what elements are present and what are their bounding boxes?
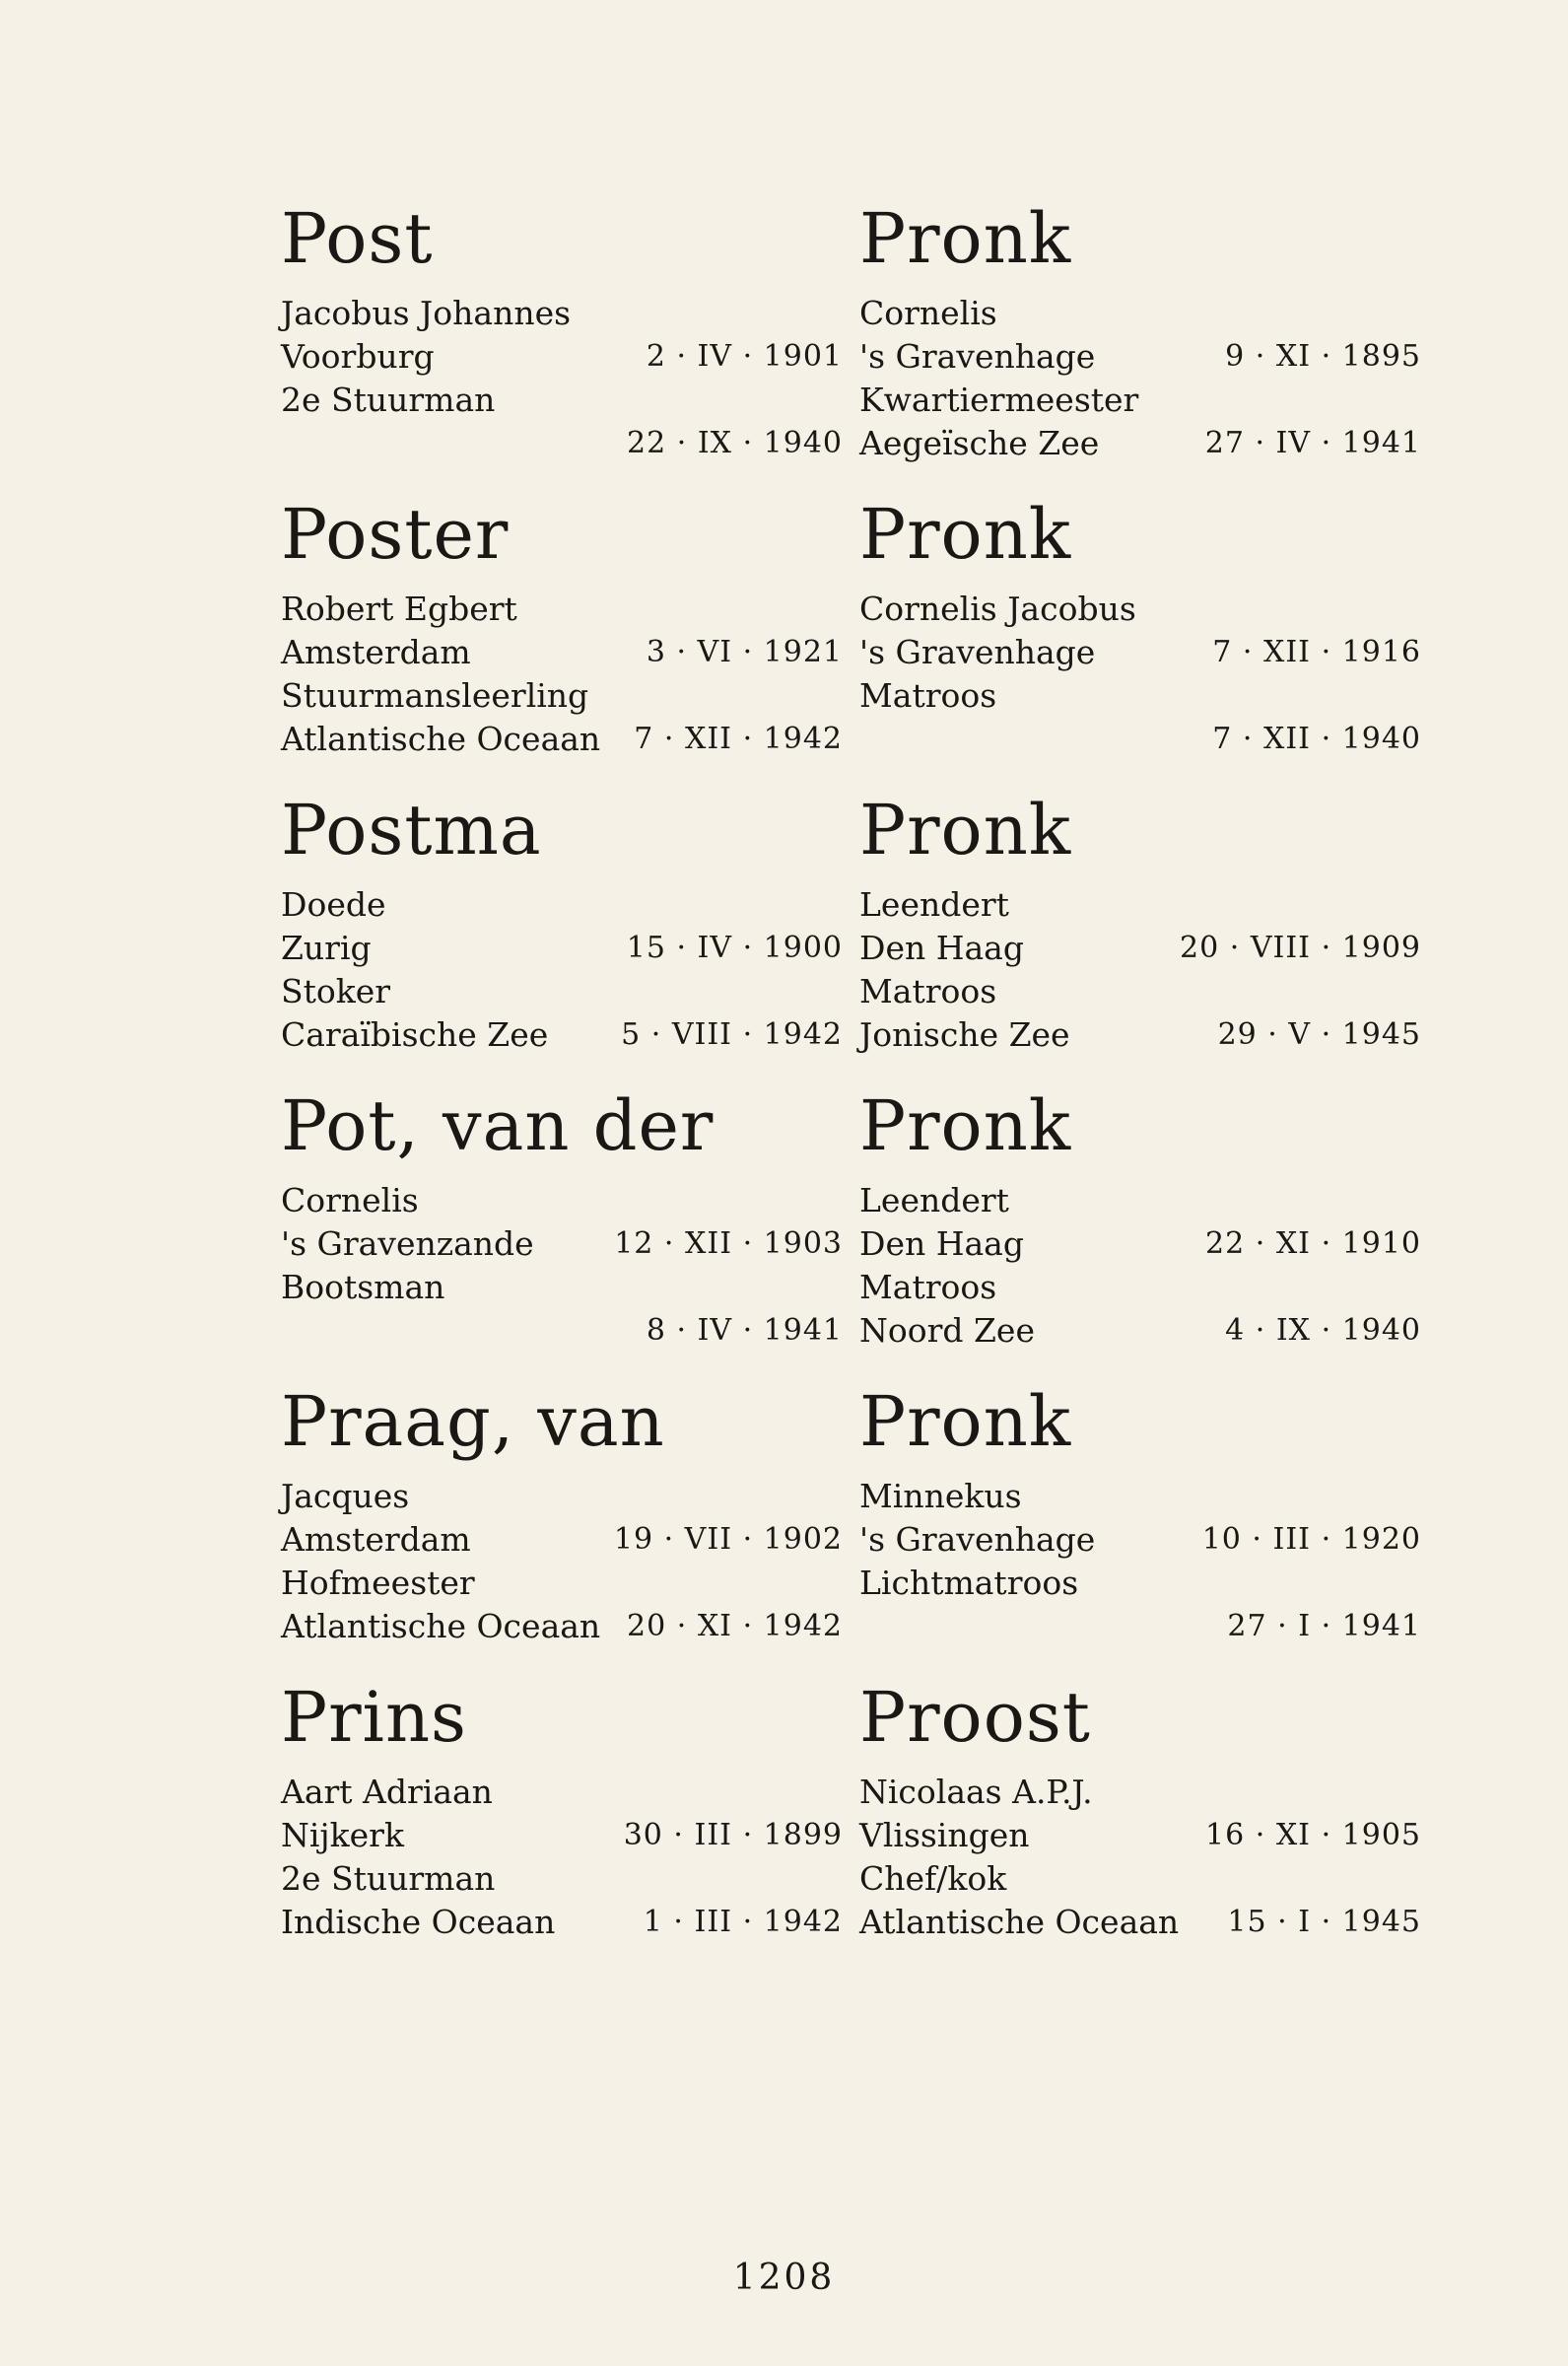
first-names: Leendert — [859, 885, 1009, 924]
surname: Pronk — [859, 198, 1072, 279]
rank: Matroos — [859, 972, 997, 1010]
death-date: 1 · III · 1942 — [643, 1905, 843, 1939]
death-date: 8 · IV · 1941 — [646, 1313, 843, 1348]
entry-proost — [859, 1676, 1421, 1944]
place-of-death: Noord Zee — [859, 1311, 1035, 1350]
entry-pronk-2 — [859, 493, 1421, 761]
death-date: 20 · XI · 1942 — [627, 1609, 843, 1643]
place-of-death: Aegeïsche Zee — [859, 424, 1100, 462]
birth-date: 22 · XI · 1910 — [1205, 1226, 1421, 1261]
surname: Poster — [281, 494, 510, 575]
place-of-death: Atlantische Oceaan — [281, 1607, 601, 1645]
birthplace: Den Haag — [859, 929, 1024, 967]
place-of-death: Caraïbische Zee — [281, 1015, 549, 1054]
birthplace: 's Gravenhage — [859, 1520, 1096, 1559]
first-names: Doede — [281, 885, 386, 924]
death-date: 27 · I · 1941 — [1227, 1609, 1421, 1643]
first-names: Aart Adriaan — [281, 1773, 493, 1811]
death-date: 7 · XII · 1942 — [634, 722, 843, 756]
death-date: 22 · IX · 1940 — [627, 426, 843, 460]
birthplace: Zurig — [281, 929, 372, 967]
first-names: Robert Egbert — [281, 590, 517, 628]
death-date: 15 · I · 1945 — [1227, 1905, 1421, 1939]
birth-date: 10 · III · 1920 — [1201, 1522, 1421, 1557]
entry-post — [281, 197, 843, 465]
place-of-death: Atlantische Oceaan — [281, 720, 601, 758]
entry-poster — [281, 493, 843, 761]
entry-pronk-3 — [859, 789, 1421, 1057]
first-names: Jacobus Johannes — [281, 294, 572, 332]
birthplace: Vlissingen — [859, 1816, 1030, 1854]
death-date: 7 · XII · 1940 — [1212, 722, 1421, 756]
page-number: 1208 — [732, 2258, 836, 2298]
rank: Bootsman — [281, 1268, 445, 1306]
birthplace: Nijkerk — [281, 1816, 404, 1854]
entry-pronk-1 — [859, 197, 1421, 465]
first-names: Cornelis — [281, 1181, 419, 1219]
birthplace: 's Gravenhage — [859, 337, 1096, 376]
rank: Matroos — [859, 1268, 997, 1306]
entry-praag-van — [281, 1380, 843, 1648]
rank: Stoker — [281, 972, 391, 1010]
rank: Stuurmansleerling — [281, 676, 589, 715]
entry-postma — [281, 789, 843, 1057]
birth-date: 15 · IV · 1900 — [626, 931, 843, 965]
surname: Pot, van der — [281, 1085, 715, 1166]
birth-date: 3 · VI · 1921 — [646, 635, 843, 669]
rank: 2e Stuurman — [281, 381, 496, 419]
birth-date: 19 · VII · 1902 — [613, 1522, 843, 1557]
place-of-death: Jonische Zee — [859, 1015, 1070, 1054]
place-of-death: Indische Oceaan — [281, 1903, 556, 1941]
death-date: 29 · V · 1945 — [1217, 1017, 1421, 1052]
first-names: Minnekus — [859, 1477, 1022, 1515]
surname: Prins — [281, 1677, 467, 1758]
surname: Post — [281, 198, 434, 279]
first-names: Jacques — [281, 1477, 410, 1515]
surname: Pronk — [859, 1085, 1072, 1166]
birthplace: Voorburg — [281, 337, 435, 376]
rank: Kwartiermeester — [859, 381, 1139, 419]
birthplace: Amsterdam — [281, 1520, 471, 1559]
birth-date: 2 · IV · 1901 — [646, 339, 843, 374]
first-names: Nicolaas A.P.J. — [859, 1773, 1093, 1811]
birth-date: 12 · XII · 1903 — [614, 1226, 843, 1261]
surname: Proost — [859, 1677, 1091, 1758]
rank: Hofmeester — [281, 1564, 475, 1602]
birthplace: 's Gravenzande — [281, 1224, 534, 1263]
place-of-death: Atlantische Oceaan — [859, 1903, 1180, 1941]
surname: Praag, van — [281, 1381, 665, 1462]
surname: Pronk — [859, 1381, 1072, 1462]
surname: Pronk — [859, 494, 1072, 575]
birth-date: 9 · XI · 1895 — [1225, 339, 1421, 374]
death-date: 4 · IX · 1940 — [1225, 1313, 1421, 1348]
birth-date: 7 · XII · 1916 — [1212, 635, 1421, 669]
entry-pot-van-der — [281, 1084, 843, 1353]
birth-date: 30 · III · 1899 — [623, 1818, 843, 1852]
rank: Chef/kok — [859, 1859, 1007, 1898]
entry-pronk-5 — [859, 1380, 1421, 1648]
death-date: 5 · VIII · 1942 — [621, 1017, 843, 1052]
entry-pronk-4 — [859, 1084, 1421, 1353]
death-date: 27 · IV · 1941 — [1204, 426, 1421, 460]
rank: 2e Stuurman — [281, 1859, 496, 1898]
first-names: Cornelis — [859, 294, 997, 332]
birth-date: 16 · XI · 1905 — [1205, 1818, 1421, 1852]
birthplace: Amsterdam — [281, 633, 471, 671]
rank: Lichtmatroos — [859, 1564, 1079, 1602]
entry-prins — [281, 1676, 843, 1944]
birthplace: Den Haag — [859, 1224, 1024, 1263]
birth-date: 20 · VIII · 1909 — [1180, 931, 1421, 965]
birthplace: 's Gravenhage — [859, 633, 1096, 671]
surname: Pronk — [859, 790, 1072, 870]
surname: Postma — [281, 790, 542, 870]
rank: Matroos — [859, 676, 997, 715]
first-names: Leendert — [859, 1181, 1009, 1219]
first-names: Cornelis Jacobus — [859, 590, 1136, 628]
